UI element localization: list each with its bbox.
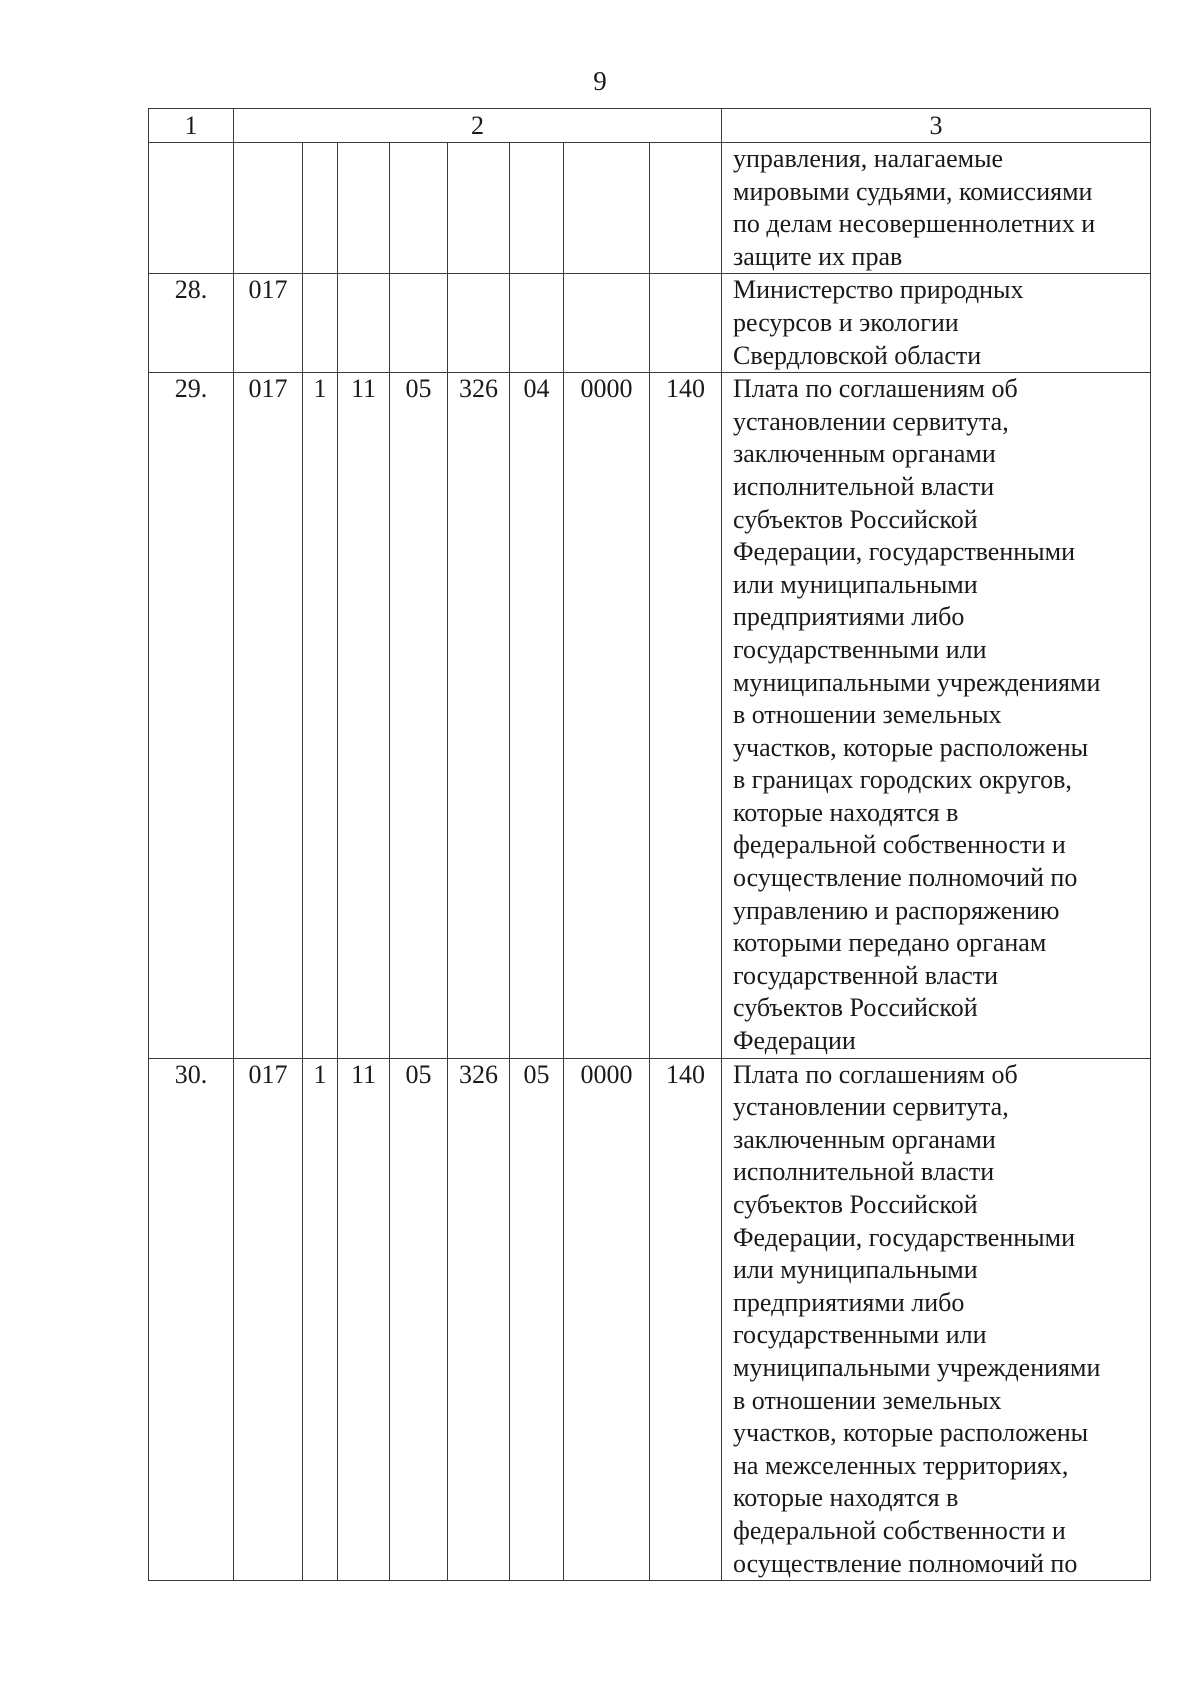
description-line: или муниципальными	[733, 1255, 978, 1285]
description-line: Федерации, государственными	[733, 1222, 1076, 1252]
code-segment-6: 05	[510, 1058, 564, 1581]
description-line: Министерство природных	[733, 275, 1024, 305]
code-segment-1	[234, 143, 303, 274]
code-segment-2	[303, 143, 338, 274]
description-line: муниципальными учреждениями	[733, 1352, 1101, 1382]
code-segment-6	[510, 143, 564, 274]
description-line: установлении сервитута,	[733, 1092, 1009, 1122]
code-segment-2: 1	[303, 1058, 338, 1581]
row-description	[722, 1058, 1151, 1581]
code-segment-8: 140	[650, 373, 722, 1058]
budget-classification-table	[148, 108, 1151, 1581]
description-line: участков, которые расположены	[733, 732, 1089, 762]
code-segment-8: 140	[650, 1058, 722, 1581]
page-number: 9	[593, 66, 607, 96]
description-line: субъектов Российской	[733, 993, 978, 1023]
description-line: заключенным органами	[733, 1124, 996, 1154]
description-line: ресурсов и экологии	[733, 307, 959, 337]
description-line: установлении сервитута,	[733, 406, 1009, 436]
description-line: федеральной собственности и	[733, 1515, 1066, 1545]
description-line: Свердловской области	[733, 340, 982, 370]
description-line: федеральной собственности и	[733, 830, 1066, 860]
description-line: по делам несовершеннолетних и	[733, 209, 1096, 239]
description-line: государственными или	[733, 1320, 987, 1350]
code-segment-4: 05	[390, 1058, 448, 1581]
code-segment-7: 0000	[564, 373, 650, 1058]
code-segment-6: 04	[510, 373, 564, 1058]
code-segment-3: 11	[338, 1058, 390, 1581]
code-segment-3	[338, 274, 390, 373]
description-line: которые находятся в	[733, 1483, 959, 1513]
description-line: управлению и распоряжению	[733, 895, 1060, 925]
description-line: субъектов Российской	[733, 504, 978, 534]
description-line: в отношении земельных	[733, 1385, 1002, 1415]
code-segment-1: 017	[234, 274, 303, 373]
description-line: участков, которые расположены	[733, 1418, 1089, 1448]
code-segment-1: 017	[234, 373, 303, 1058]
description-line: или муниципальными	[733, 569, 978, 599]
table-row	[149, 373, 1151, 1058]
description-line: Плата по соглашениям об	[733, 1059, 1018, 1089]
table-header-row	[149, 109, 1151, 143]
row-description	[722, 143, 1151, 274]
table-row	[149, 274, 1151, 373]
description-line: исполнительной власти	[733, 1157, 995, 1187]
description-line: управления, налагаемые	[733, 144, 1004, 173]
code-segment-2	[303, 274, 338, 373]
description-line: которые находятся в	[733, 797, 959, 827]
code-segment-8	[650, 274, 722, 373]
code-segment-4: 05	[390, 373, 448, 1058]
code-segment-5: 326	[448, 1058, 510, 1581]
row-description	[722, 373, 1151, 1058]
code-segment-7	[564, 143, 650, 274]
table-row	[149, 1058, 1151, 1581]
description-line: осуществление полномочий по	[733, 1548, 1078, 1578]
description-line: мировыми судьями, комиссиями	[733, 176, 1093, 206]
header-col-1: 1	[149, 109, 234, 143]
code-segment-2: 1	[303, 373, 338, 1058]
description-line: в отношении земельных	[733, 700, 1002, 730]
code-segment-6	[510, 274, 564, 373]
description-line: предприятиями либо	[733, 1287, 965, 1317]
row-number: 30.	[149, 1058, 234, 1581]
description-line: предприятиями либо	[733, 602, 965, 632]
description-line: заключенным органами	[733, 439, 996, 469]
code-segment-4	[390, 274, 448, 373]
row-number: 28.	[149, 274, 234, 373]
code-segment-5: 326	[448, 373, 510, 1058]
code-segment-1: 017	[234, 1058, 303, 1581]
table-row	[149, 143, 1151, 274]
code-segment-4	[390, 143, 448, 274]
row-description	[722, 274, 1151, 373]
description-line: государственной власти	[733, 960, 999, 990]
description-line: осуществление полномочий по	[733, 863, 1078, 893]
description-line: защите их прав	[733, 241, 903, 271]
description-line: Федерации, государственными	[733, 537, 1076, 567]
description-line: государственными или	[733, 634, 987, 664]
description-line: Федерации	[733, 1026, 856, 1056]
code-segment-3: 11	[338, 373, 390, 1058]
description-line: на межселенных территориях,	[733, 1450, 1069, 1480]
description-line: субъектов Российской	[733, 1190, 978, 1219]
code-segment-7	[564, 274, 650, 373]
description-line: Плата по соглашениям об	[733, 374, 1018, 404]
description-line: которыми передано органам	[733, 928, 1047, 958]
header-col-2: 2	[234, 109, 722, 143]
description-line: муниципальными учреждениями	[733, 667, 1101, 697]
code-segment-8	[650, 143, 722, 274]
header-col-3: 3	[722, 109, 1151, 143]
row-number: 29.	[149, 373, 234, 1058]
row-number	[149, 143, 234, 274]
code-segment-7: 0000	[564, 1058, 650, 1581]
code-segment-3	[338, 143, 390, 274]
description-line: исполнительной власти	[733, 471, 995, 501]
code-segment-5	[448, 274, 510, 373]
code-segment-5	[448, 143, 510, 274]
description-line: в границах городских округов,	[733, 765, 1072, 795]
